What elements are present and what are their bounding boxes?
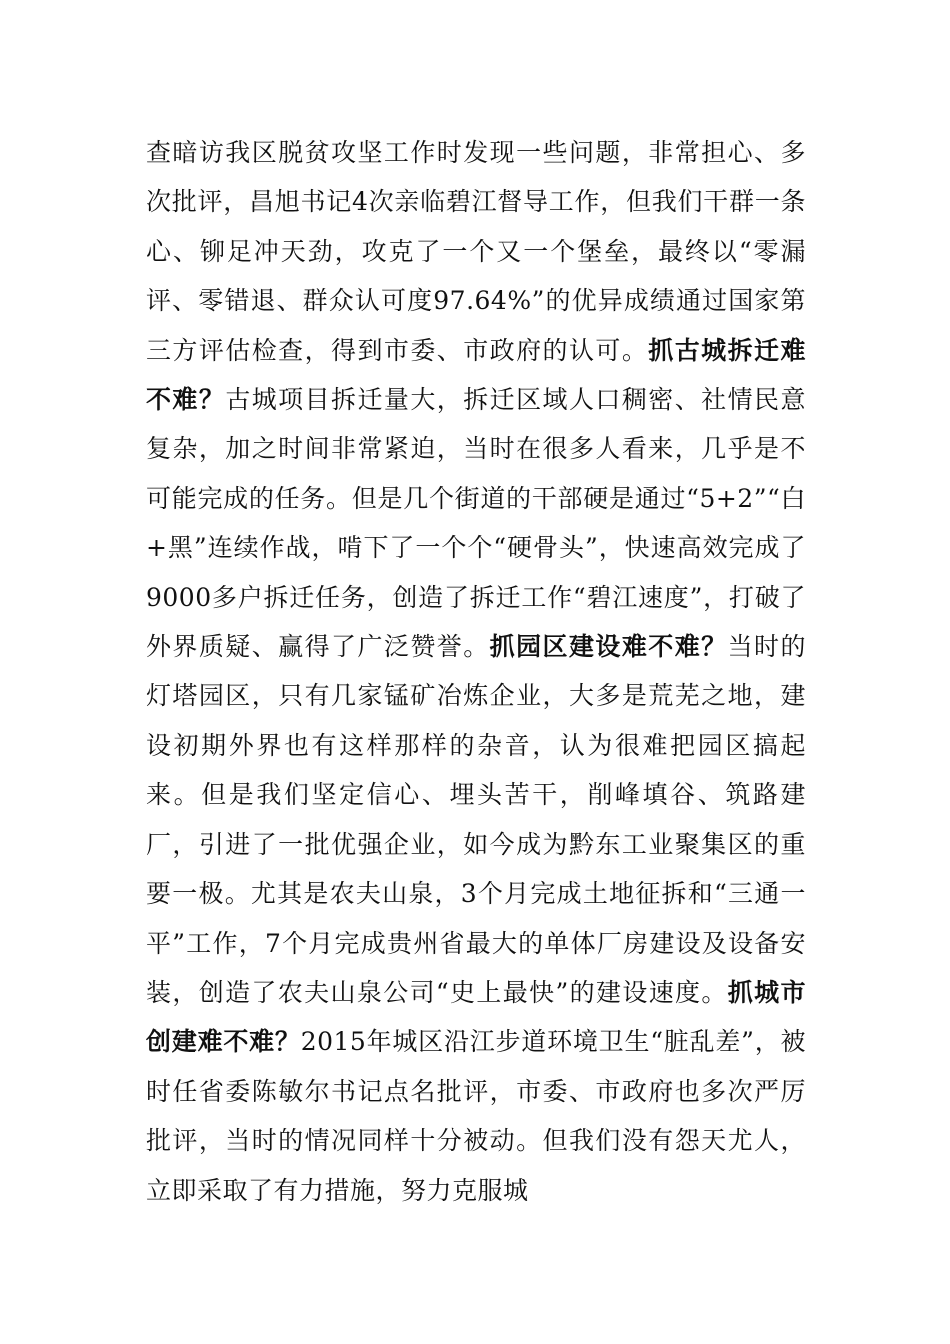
- heading-park-construction: 抓园区建设难不难？: [489, 632, 728, 662]
- text-segment-demolition: 古城项目拆迁量大，拆迁区域人口稠密、社情民意复杂，加之时间非常紧迫，当时在很多人看来，几乎是不可能完成的任务。但是几个街道的干部硬是通过“5+2”“白+黑”连续作战，啃下了一个个“硬骨头”，快速高效完成了9000多户拆迁任务，创造了拆迁工作“碧江速度”，打破了外界质疑、赢得了广泛赞誉。: [146, 385, 806, 662]
- heading-city-creation: 抓城市创建难不难？: [146, 977, 806, 1057]
- text-segment-intro: 查暗访我区脱贫攻坚工作时发现一些问题，非常担心、多次批评，昌旭书记4次亲临碧江督导工作，但我们干群一条心、铆足冲天劲，攻克了一个又一个堡垒，最终以“零漏评、零错退、群众认可度97.64%”的优异成绩通过国家第三方评估检查，得到市委、市政府的认可。: [146, 138, 806, 365]
- body-paragraph: [146, 128, 806, 1215]
- heading-ancient-city-demolition: 抓古城拆迁难不难？: [146, 335, 806, 415]
- text-segment-city: 2015年城区沿江步道环境卫生“脏乱差”，被时任省委陈敏尔书记点名批评，市委、市政府也多次严厉批评，当时的情况同样十分被动。但我们没有怨天尤人，立即采取了有力措施，努力克服城: [146, 1027, 806, 1205]
- text-segment-park: 当时的灯塔园区，只有几家锰矿冶炼企业，大多是荒芜之地，建设初期外界也有这样那样的杂音，认为很难把园区搞起来。但是我们坚定信心、埋头苦干，削峰填谷、筑路建厂，引进了一批优强企业，如今成为黔东工业聚集区的重要一极。尤其是农夫山泉，3个月完成土地征拆和“三通一平”工作，7个月完成贵州省最大的单体厂房建设及设备安装，创造了农夫山泉公司“史上最快”的建设速度。: [146, 632, 806, 1007]
